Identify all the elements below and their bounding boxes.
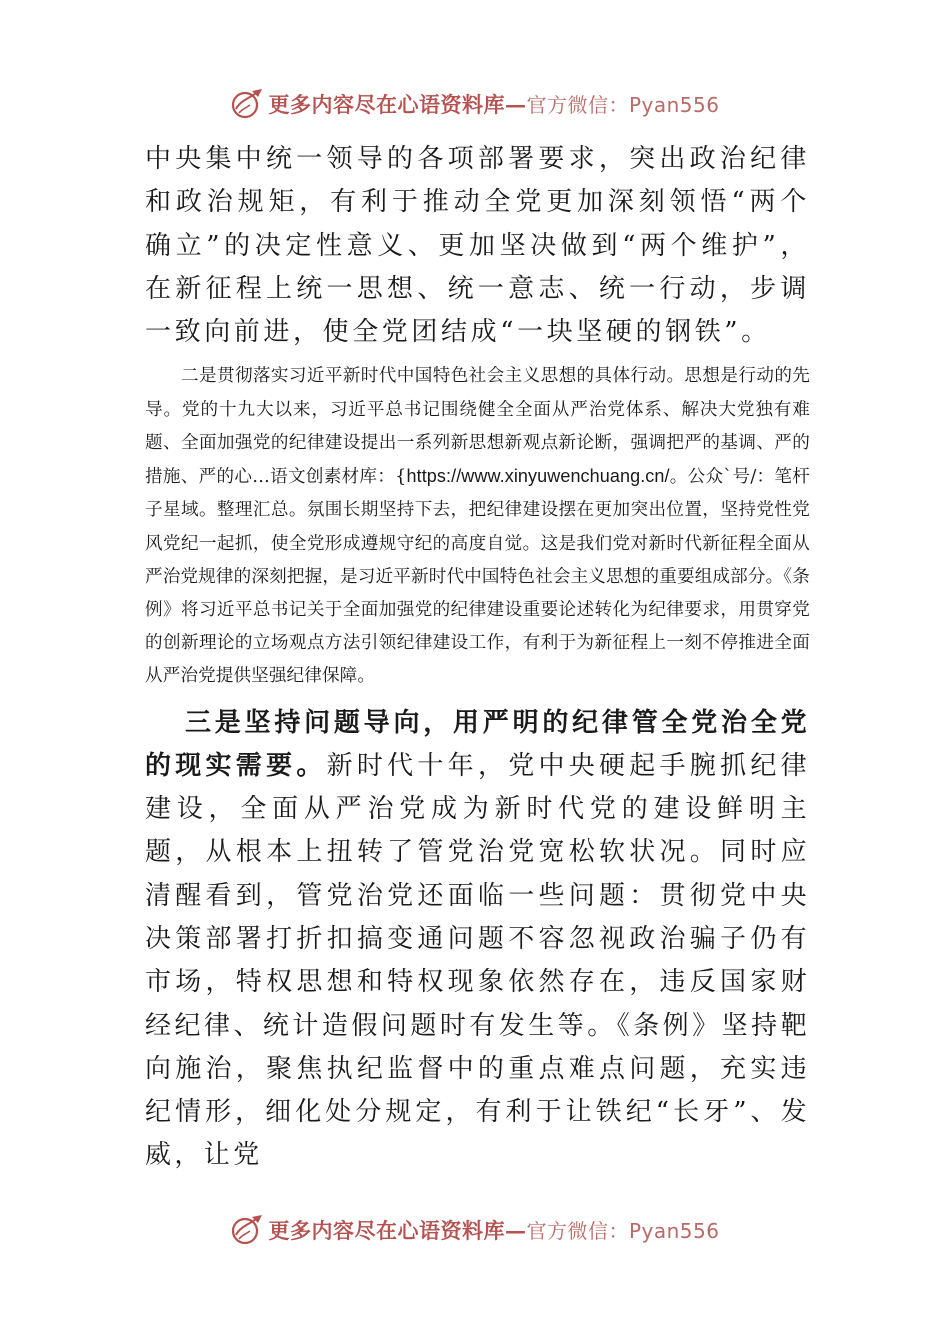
pen-logo-icon	[230, 87, 264, 121]
paragraph-three-heading: 三是坚持问题导向，用严明的纪律管全党治全党的现实需要。	[145, 707, 810, 781]
source-url: https://www.xinyuwenchuang.cn/	[406, 466, 670, 487]
header-banner-contact: 官方微信：Pyan556	[526, 93, 720, 117]
document-body	[145, 138, 810, 1178]
footer-banner-contact: 官方微信：Pyan556	[526, 1219, 720, 1243]
pen-logo-icon	[230, 1213, 264, 1247]
header-banner	[0, 80, 950, 128]
paragraph-three-body: 新时代十年，党中央硬起手腕抓纪律建设，全面从严治党成为新时代党的建设鲜明主题，从根本上扭转了管党治党宽松软状况。同时应清醒看到，管党治党还面临一些问题：贯彻党中央决策部署打折扣搞变通问题不容忽视政治骗子仍有市场，特权思想和特权现象依然存在，违反国家财经纪律、统计造假问题时有发生等。《条例》坚持靶向施治，聚焦执纪监督中的重点难点问题，充实违纪情形，细化处分规定，有利于让铁纪“长牙”、发威，让党	[145, 750, 811, 1171]
paragraph-three	[145, 702, 810, 1178]
footer-banner	[0, 1206, 950, 1254]
header-banner-text: 更多内容尽在心语资料库—官方微信：Pyan556	[268, 92, 720, 117]
paragraph-two: 二是贯彻落实习近平新时代中国特色社会主义思想的具体行动。思想是行动的先导。党的十九大以来，习近平总书记围绕健全全面从严治党体系、解决大党独有难题、全面加强党的纪律建设提出一系列新思想新观点新论断，强调把严的基调、严的措施、严的心…语文创素材库：{https://www.xinyuwenchuang.cn/。公众`号/：笔杆子星域。整理汇总。氛围长期坚持下去，把纪律建设摆在更加突出位置，坚持党性党风党纪一起抓，使全党形成遵规守纪的高度自觉。这是我们党对新时代新征程全面从严治党规律的深刻把握，是习近平新时代中国特色社会主义思想的重要组成部分。《条例》将习近平总书记关于全面加强党的纪律建设重要论述转化为纪律要求，用贯穿党的创新理论的立场观点方法引领纪律建设工作，有利于为新征程上一刻不停推进全面从严治党提供坚强纪律保障。	[145, 366, 810, 687]
footer-banner-text: 更多内容尽在心语资料库—官方微信：Pyan556	[268, 1218, 720, 1243]
paragraph-continuation: 中央集中统一领导的各项部署要求，突出政治纪律和政治规矩，有利于推动全党更加深刻领悟“两个确立”的决定性意义、更加坚决做到“两个维护”，在新征程上统一思想、统一意志、统一行动，步调一致向前进，使全党团结成“一块坚硬的钢铁”。	[145, 144, 810, 348]
